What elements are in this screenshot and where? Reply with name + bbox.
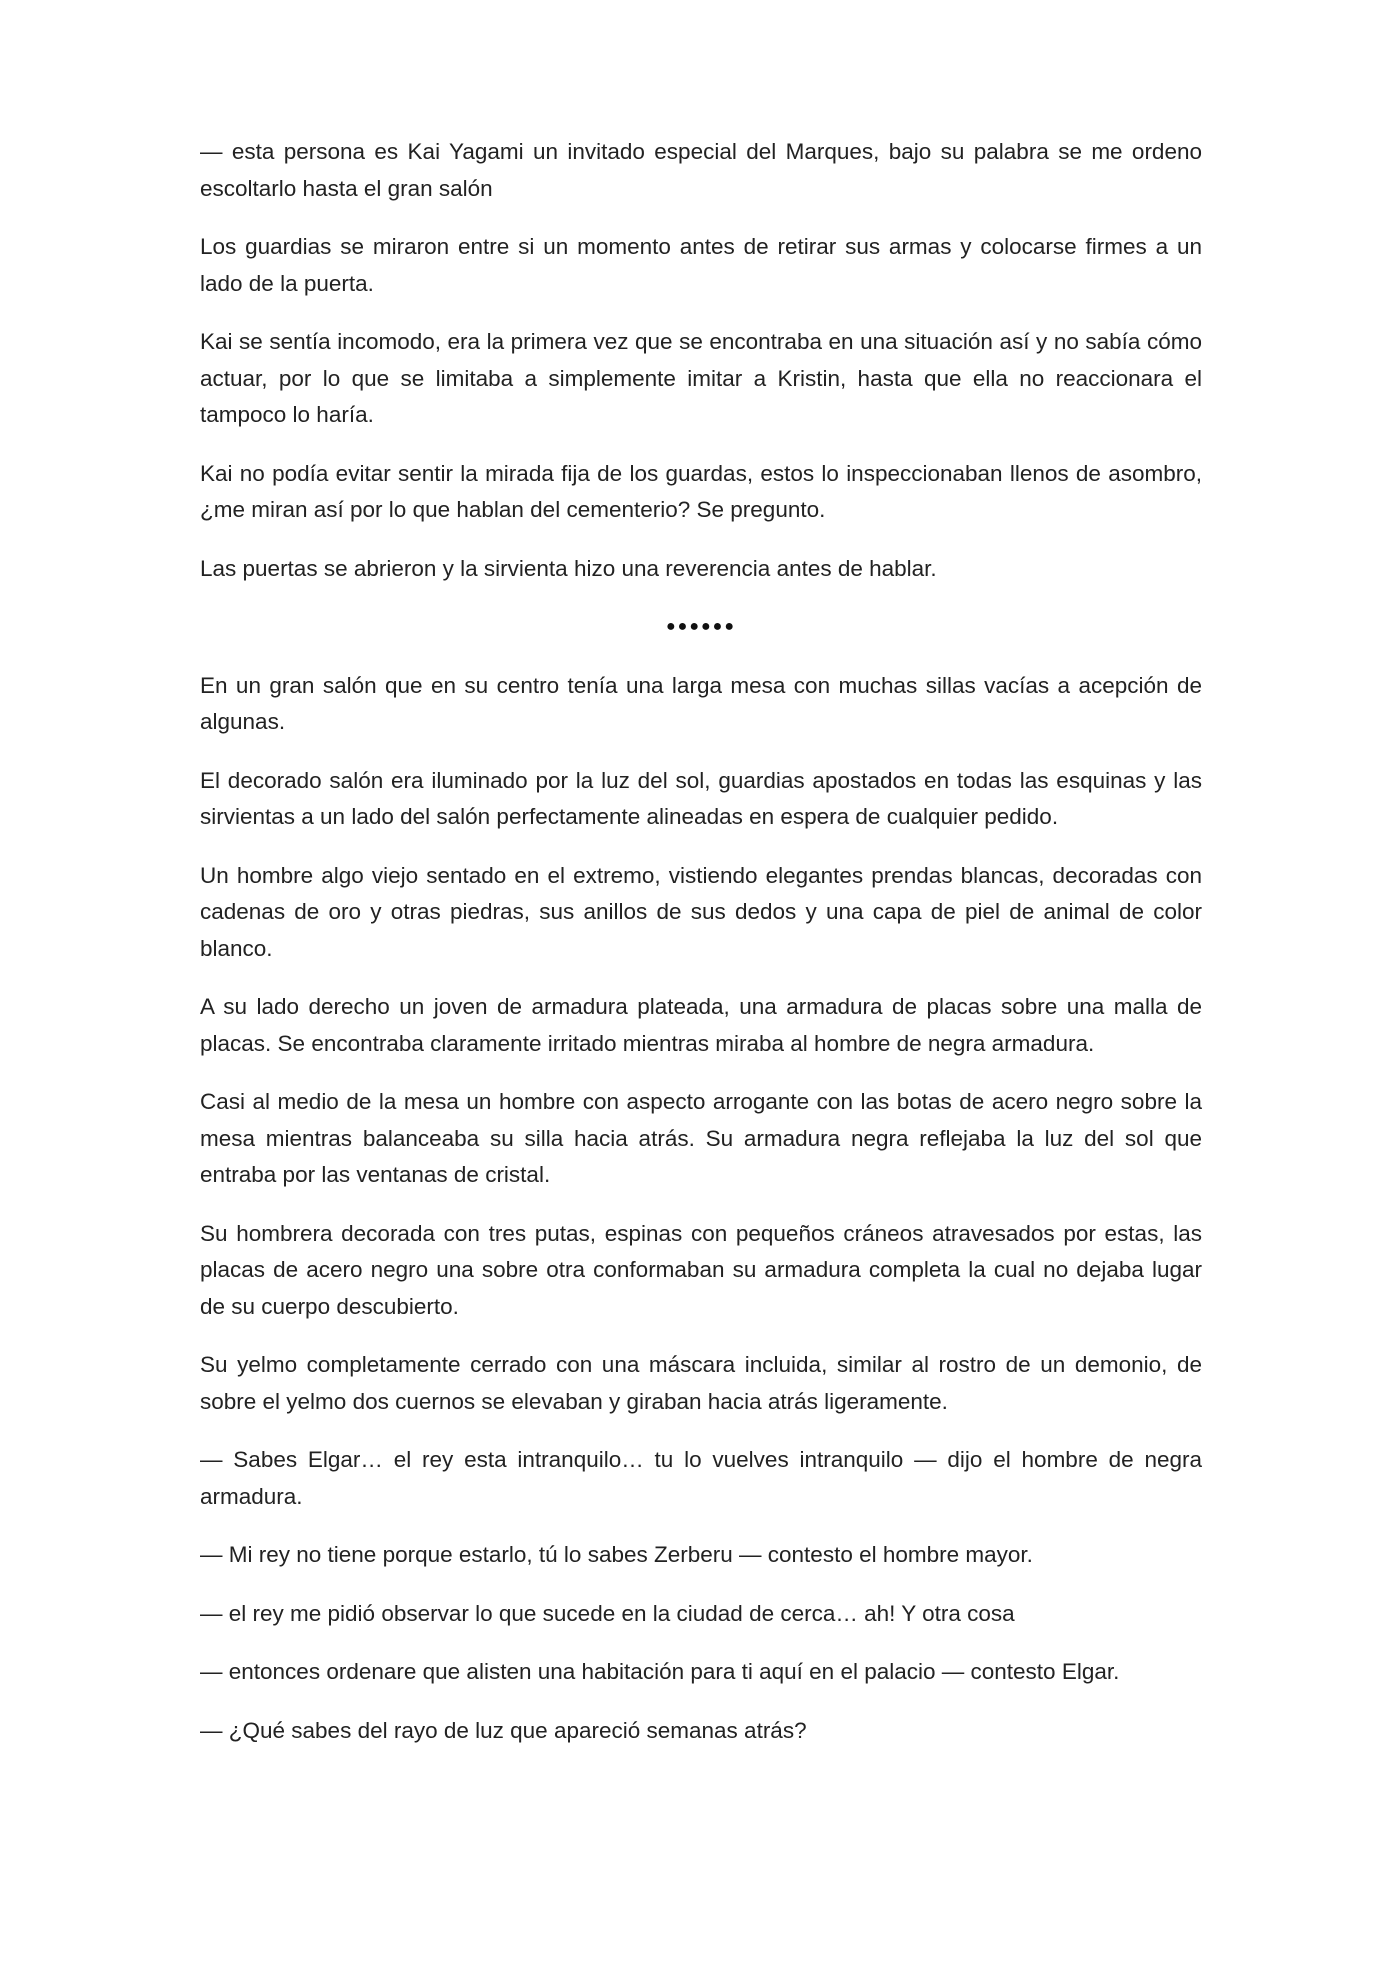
document-body <box>200 134 1202 1771</box>
paragraph: Los guardias se miraron entre si un momento antes de retirar sus armas y colocarse firmes a un lado de la puerta. <box>200 234 1202 296</box>
paragraph: Su hombrera decorada con tres putas, espinas con pequeños cráneos atravesados por estas, las placas de acero negro una sobre otra conformaban su armadura completa la cual no dejaba lugar de su cuerpo descubierto. <box>200 1220 1202 1319</box>
dialogue-line: — el rey me pidió observar lo que sucede en la ciudad de cerca… ah! Y otra cosa <box>200 1600 1015 1626</box>
dialogue-line: — Mi rey no tiene porque estarlo, tú lo sabes Zerberu — contesto el hombre mayor. <box>200 1542 1033 1567</box>
paragraph: Su yelmo completamente cerrado con una máscara incluida, similar al rostro de un demonio, de sobre el yelmo dos cuernos se elevaban y giraban hacia atrás ligeramente. <box>200 1352 1202 1414</box>
paragraph: El decorado salón era iluminado por la luz del sol, guardias apostados en todas las esquinas y las sirvientas a un lado del salón perfectamente alineadas en espera de cualquier pedido. <box>200 767 1202 829</box>
dialogue-line: — entonces ordenare que alisten una habitación para ti aquí en el palacio — contesto Elgar. <box>200 1659 1120 1684</box>
dialogue-line: — Sabes Elgar… el rey esta intranquilo… tu lo vuelves intranquilo — dijo el hombre de negra armadura. <box>200 1447 1202 1509</box>
paragraph: En un gran salón que en su centro tenía una larga mesa con muchas sillas vacías a acepción de algunas. <box>200 672 1202 734</box>
paragraph: Las puertas se abrieron y la sirvienta hizo una reverencia antes de hablar. <box>200 555 937 581</box>
paragraph: A su lado derecho un joven de armadura plateada, una armadura de placas sobre una malla de placas. Se encontraba claramente irritado mientras miraba al hombre de negra armadura. <box>200 994 1202 1056</box>
paragraph: Kai no podía evitar sentir la mirada fija de los guardas, estos lo inspeccionaban llenos de asombro, ¿me miran así por lo que hablan del cementerio? Se pregunto. <box>200 460 1202 522</box>
paragraph: Kai se sentía incomodo, era la primera vez que se encontraba en una situación así y no sabía cómo actuar, por lo que se limitaba a simplemente imitar a Kristin, hasta que ella no reaccionara el tampoco lo haría. <box>200 329 1202 427</box>
paragraph: — esta persona es Kai Yagami un invitado especial del Marques, bajo su palabra se me ordeno escoltarlo hasta el gran salón <box>200 139 1202 201</box>
paragraph: Un hombre algo viejo sentado en el extremo, vistiendo elegantes prendas blancas, decoradas con cadenas de oro y otras piedras, sus anillos de sus dedos y una capa de piel de animal de color blanco. <box>200 862 1202 961</box>
scene-separator: ●●●●●● <box>666 618 736 635</box>
paragraph: Casi al medio de la mesa un hombre con aspecto arrogante con las botas de acero negro sobre la mesa mientras balanceaba su silla hacia atrás. Su armadura negra reflejaba la luz del sol que entraba por las ventanas de cristal. <box>200 1089 1202 1187</box>
dialogue-line: — ¿Qué sabes del rayo de luz que apareció semanas atrás? <box>200 1717 807 1743</box>
